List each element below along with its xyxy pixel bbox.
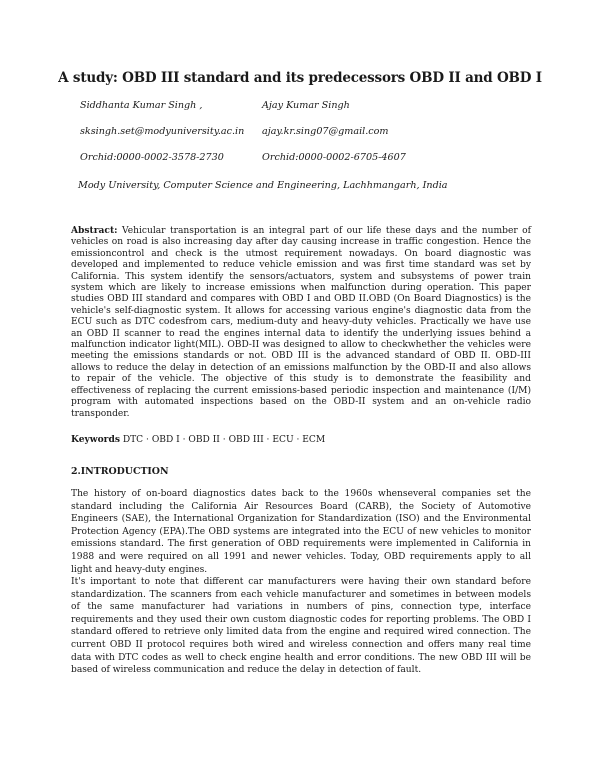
abstract-label: Abstract: [71,225,118,236]
keywords [71,434,531,445]
introduction-paragraph-1: The history of on-board diagnostics dates back to the 1960s whenseveral companies set the standard including the California Air Resources Board (CARB), the Society of Automotive Engineers (SAE), the International Organization for Standardization (ISO) and the Environmental Protection Agency (EPA).The OBD systems are integrated into the ECU of new vehicles to monitor emissions standard. The first generation of OBD requirements were implemented in California in 1988 and were required on all 1991 and newer vehicles. Today, OBD requirements apply to all light and heavy-duty engines. [71,489,531,575]
author-affiliation: Mody University, Computer Science and Engineering, Lachhmangarh, India [78,180,448,191]
abstract [71,225,531,420]
author-name-right: Ajay Kumar Singh [262,100,350,111]
author-names-row [78,100,538,126]
author-email-right: ajay.kr.sing07@gmail.com [262,126,389,137]
keywords-label: Keywords [71,434,120,445]
introduction-paragraph-2: It's important to note that different car manufacturers were having their own standard before standardization. The scanners from each vehicle manufacturer and sometimes in between models of the same manufacturer had variations in numbers of pins, connection type, interface requirements and they used their own custom diagnostic codes for reporting problems. The OBD I standard offered to retrieve only limited data from the engine and required wired connection. The current OBD II protocol requires both wired and wireless connection and offers many real time data with DTC codes as well to check engine health and error conditions. The new OBD III will be based of wireless communication and reduce the delay in detection of fault. [71,577,531,676]
paper-title: A study: OBD III standard and its predecessors OBD II and OBD I [58,70,542,86]
section-heading-introduction: 2.INTRODUCTION [71,466,169,477]
keywords-text: DTC · OBD I · OBD II · OBD III · ECU · ECM [119,435,326,445]
author-name-left: Siddhanta Kumar Singh , [80,100,203,111]
author-emails-row [78,126,538,152]
author-block [78,100,538,191]
author-email-left: sksingh.set@modyuniversity.ac.in [80,126,245,137]
abstract-text: Vehicular transportation is an integral part of our life these days and the number of vehicles on road is also increasing day after day causing increase in traffic congestion. Hence the emissioncontrol and check is the utmost requirement nowadays. On board diagnostic was developed and implemented to reduce vehicle emission and was first time standard was set by California. This system identify the sensors/actuators, system and subsystems of power train system which are likely to increase emissions when malfunction during operation. This paper studies OBD III standard and compares with OBD I and OBD II.OBD (On Board Diagnostics) is the vehicle's self-diagnostic system. It allows for accessing various engine's diagnostic data from the ECU such as DTC codesfrom cars, medium-duty and heavy-duty vehicles. Practically we have use an OBD II scanner to read the engines internal data to identify the underlying issues behind a malfunction indicator light(MIL). OBD-II was designed to allow to checkwhether the vehicles were meeting the emissions standards or not. OBD III is the advanced standard of OBD II. OBD-III allows to reduce the delay in detection of an emissions malfunction by the OBD-II and also allows to repair of the vehicle. The objective of this study is to demonstrate the feasibility and effectiveness of replacing the current emissions-based periodic inspection and maintenance (I/M) program with automated inspections based on the OBD-II system and an on-vehicle radio transponder. [71,226,531,419]
author-orcid-left: Orchid:0000-0002-3578-2730 [80,152,224,163]
author-orcid-row [78,152,538,178]
author-orcid-right: Orchid:0000-0002-6705-4607 [262,152,406,163]
